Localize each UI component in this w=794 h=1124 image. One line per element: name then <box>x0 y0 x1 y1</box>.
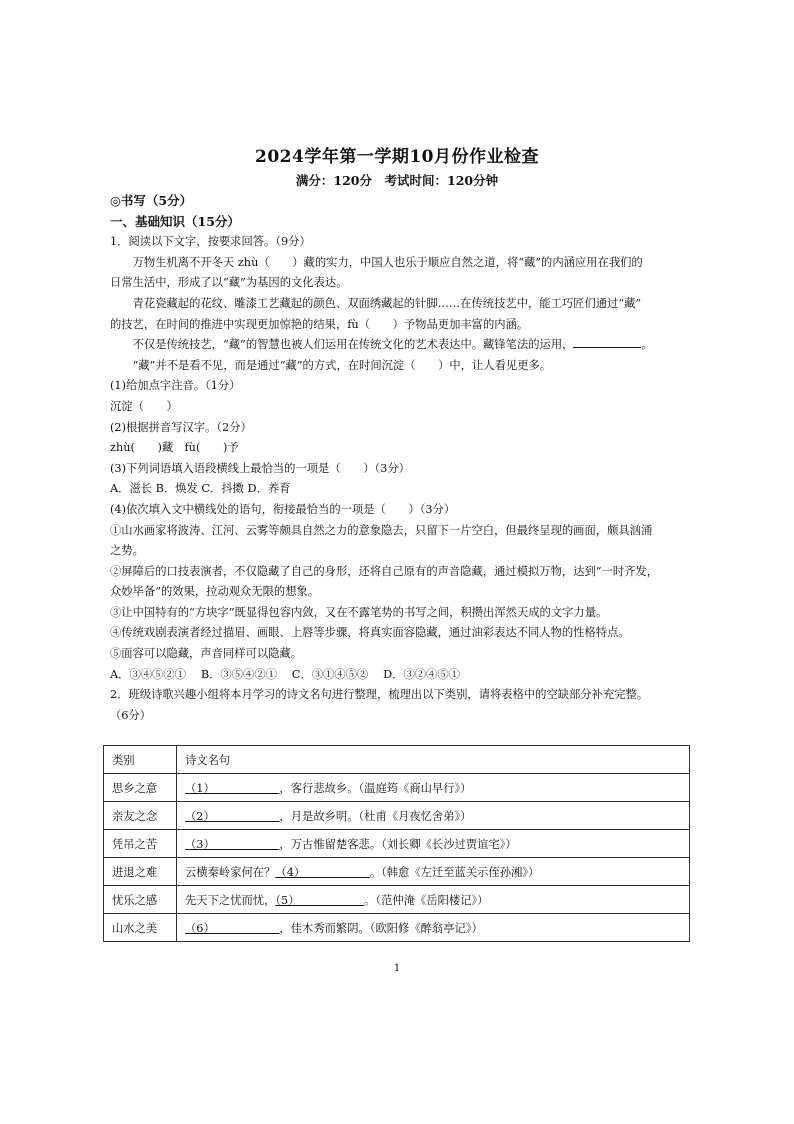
line-suffix: 。（韩愈《左迁至蓝关示侄孙湘》） <box>369 865 540 879</box>
passage-line: 的技艺，在时间的推进中实现更加惊艳的结果，fù（ ）予物品更加丰富的内涵。 <box>110 317 529 331</box>
answer-blank[interactable]: （6） <box>185 921 280 935</box>
table-header-row <box>104 746 690 774</box>
passage-text: 。 <box>641 338 653 352</box>
exam-info: 满分：120分 考试时间：120分钟 <box>295 173 499 188</box>
passage-line: “藏”并不是看不见，而是通过“藏”的方式，在时间沉淀（ ）中，让人看见更多。 <box>132 358 552 372</box>
sub-question-2-answer: zhù( )藏 fù( )予 <box>110 441 239 455</box>
answer-blank[interactable] <box>573 335 641 348</box>
question-1-stem: 1．阅读以下文字，按要求回答。（9分） <box>110 235 311 249</box>
table-cell-category: 山水之美 <box>104 914 177 942</box>
sentence-item: ②屏障后的口技表演者，不仅隐藏了自己的身形，还将自己原有的声音隐藏，通过模拟万物，达到“一时齐发， <box>110 564 659 578</box>
sub-question-1: (1)给加点字注音。（1分） <box>110 379 241 393</box>
question-2-points: （6分） <box>110 708 152 722</box>
page-title: 2024学年第一学期10月份作业检查 <box>255 147 539 167</box>
answer-blank[interactable]: （5） <box>275 893 365 907</box>
table-row <box>104 774 690 802</box>
answer-blank[interactable]: （2） <box>185 809 280 823</box>
table-row <box>104 886 690 914</box>
table-cell-line <box>177 886 690 914</box>
table-cell-category: 忧乐之感 <box>104 886 177 914</box>
table-cell-category: 进退之难 <box>104 858 177 886</box>
section-writing: ◎书写（5分） <box>110 193 193 208</box>
passage-line: 日常生活中，形成了以“藏”为基因的文化表达。 <box>110 276 348 290</box>
sentence-item: 众妙毕备”的效果，拉动观众无限的想象。 <box>110 585 320 599</box>
line-suffix: 。（范仲淹《岳阳楼记》） <box>364 893 489 907</box>
table-row <box>104 830 690 858</box>
answer-blank[interactable]: （3） <box>185 837 280 851</box>
line-suffix: ，佳木秀而繁阴。（欧阳修《醉翁亭记》） <box>279 921 483 935</box>
table-cell-category: 思乡之意 <box>104 774 177 802</box>
sub-question-3: (3)下列词语填入语段横线上最恰当的一项是（ ）（3分） <box>110 461 410 475</box>
sub-question-4-options: A．③④⑤②① B．③⑤④②① C．③①④⑤② D．③②④⑤① <box>110 667 460 681</box>
table-header-lines: 诗文名句 <box>177 746 690 774</box>
table-row <box>104 914 690 942</box>
answer-blank[interactable]: （4） <box>275 865 370 879</box>
line-suffix: ，月是故乡明。（杜甫《月夜忆舍弟》） <box>279 809 472 823</box>
sub-question-1-answer: 沉淀（ ） <box>110 399 178 413</box>
sub-question-4: (4)依次填入文中横线处的语句，衔接最恰当的一项是（ ）（3分） <box>110 502 456 516</box>
line-suffix: ，万古惟留楚客悲。（刘长卿《长沙过贾谊宅》） <box>279 837 517 851</box>
line-prefix: 先天下之忧而忧， <box>185 893 276 907</box>
table-cell-line <box>177 802 690 830</box>
sentence-item: 之势。 <box>110 544 144 558</box>
section-basic-knowledge: 一、基础知识（15分） <box>110 213 240 229</box>
table-cell-line <box>177 858 690 886</box>
table-cell-line <box>177 774 690 802</box>
poetry-table <box>103 745 690 942</box>
answer-blank[interactable]: （1） <box>185 781 280 795</box>
passage-text: 不仅是传统技艺，“藏”的智慧也被人们运用在传统文化的艺术表达中。藏锋笔法的运用， <box>132 338 574 352</box>
table-header-category: 类别 <box>104 746 177 774</box>
table-row <box>104 802 690 830</box>
table-cell-line <box>177 914 690 942</box>
table-cell-category: 凭吊之苦 <box>104 830 177 858</box>
question-2-stem: 2．班级诗歌兴趣小组将本月学习的诗文名句进行整理，梳理出以下类别，请将表格中的空缺部分补充完整。 <box>110 688 649 702</box>
table-cell-category: 亲友之念 <box>104 802 177 830</box>
passage-line: 万物生机离不开冬天 zhù（ ）藏的实力，中国人也乐于顺应自然之道，将“藏”的内涵应用在我们的 <box>132 255 643 269</box>
sentence-item: ④传统戏剧表演者经过描眉、画眼、上唇等步骤，将真实面容隐藏，通过油彩表达不同人物的性格特点。 <box>110 626 630 640</box>
sentence-item: ③让中国特有的“方块字”既显得包容内敛，又在不露笔势的书写之间，积攒出浑然天成的文字力量。 <box>110 605 608 619</box>
sentence-item: ①山水画家将波涛、江河、云雾等颇具自然之力的意象隐去，只留下一片空白，但最终呈现的画面，颇具汹涌 <box>110 523 653 537</box>
line-prefix: 云横秦岭家何在？ <box>185 865 276 879</box>
line-suffix: ，客行悲故乡。（温庭筠《商山早行》） <box>279 781 472 795</box>
sentence-item: ⑤面容可以隐藏，声音同样可以隐藏。 <box>110 647 303 661</box>
sub-question-2: (2)根据拼音写汉字。（2分） <box>110 420 252 434</box>
passage-line <box>110 335 690 356</box>
passage-line: 青花瓷藏起的花纹、雕漆工艺藏起的颜色、双面绣藏起的针脚……在传统技艺中，能工巧匠们通过“藏” <box>132 296 642 310</box>
table-cell-line <box>177 830 690 858</box>
sub-question-3-options: A．滋长 B．焕发 C．抖擞 D．养育 <box>110 482 291 496</box>
table-row <box>104 858 690 886</box>
page-number: 1 <box>393 963 401 974</box>
exam-content <box>110 191 690 726</box>
